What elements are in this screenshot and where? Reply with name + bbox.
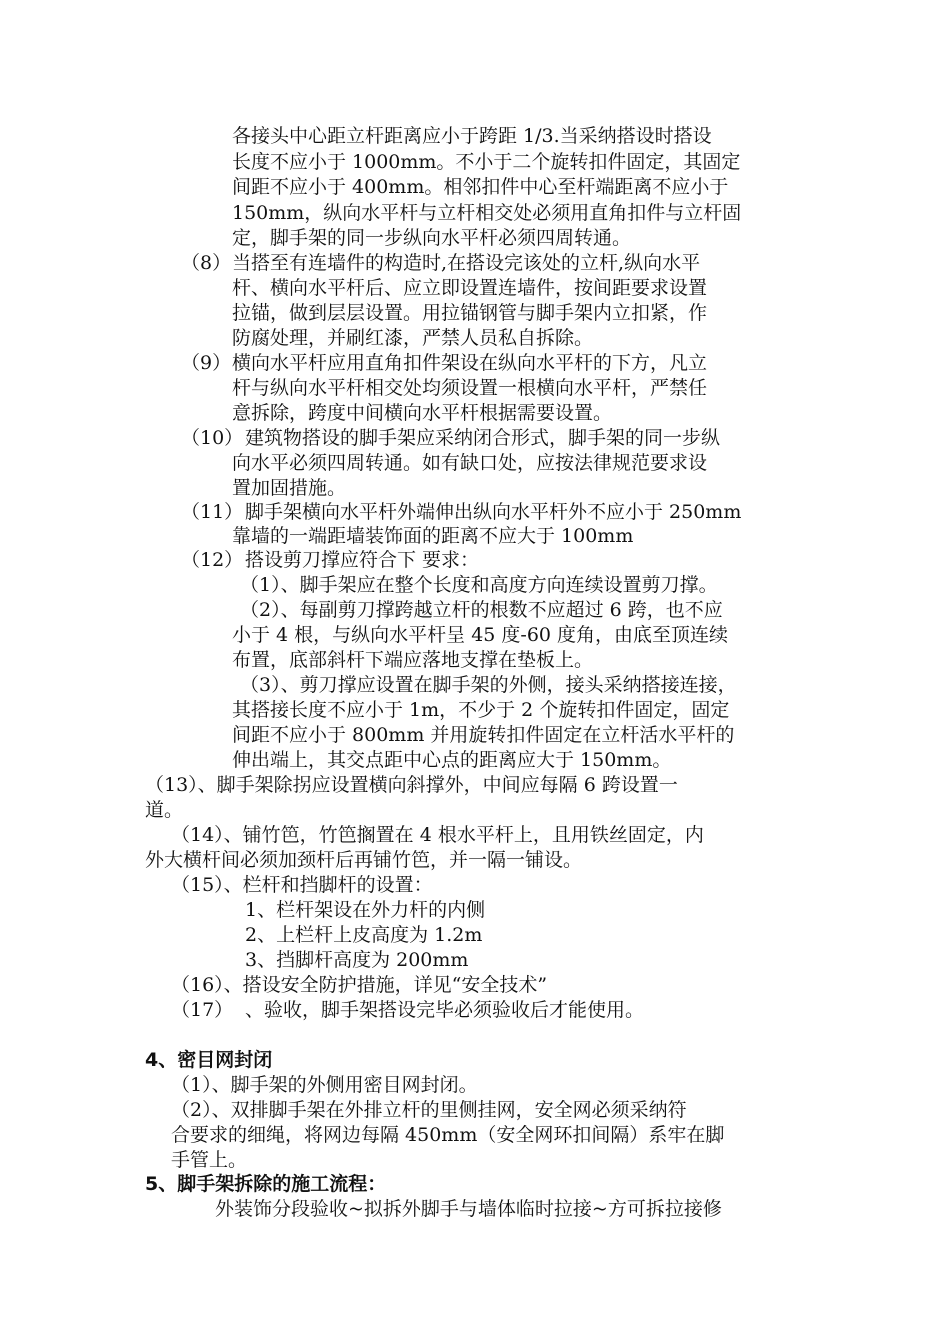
text-line: 其搭接长度不应小于 1m，不少于 2 个旋转扣件固定，固定 — [232, 699, 730, 721]
text-line: 、验收，脚手架搭设完毕必须验收后才能使用。 — [245, 999, 645, 1021]
text-line: 置加固措施。 — [232, 477, 347, 499]
item-number: （10） — [181, 427, 244, 449]
text-line: 搭设剪刀撑应符合下 要求： — [245, 549, 480, 571]
text-line: 1、栏杆架设在外力杆的内侧 — [245, 899, 486, 921]
text-line: （2）、双排脚手架在外排立杆的里侧挂网，安全网必须采纳符 — [171, 1099, 687, 1121]
text-line: 道。 — [145, 799, 184, 821]
text-line: 靠墙的一端距墙装饰面的距离不应大于 100mm — [232, 525, 634, 547]
text-line: 2、上栏杆上皮高度为 1.2m — [245, 924, 483, 946]
text-line: 外大横杆间必须加颈杆后再铺竹笆，并一隔一铺设。 — [145, 849, 583, 871]
text-line: 150mm，纵向水平杆与立杆相交处必须用直角扣件与立杆固 — [232, 202, 742, 224]
text-line: 建筑物搭设的脚手架应采纳闭合形式，脚手架的同一步纵 — [245, 427, 721, 449]
text-line: 各接头中心距立杆距离应小于跨距 1/3.当采纳搭设时搭设 — [232, 125, 712, 147]
section-heading: 4、密目网封闭 — [145, 1049, 273, 1071]
text-line: 3、挡脚杆高度为 200mm — [245, 949, 469, 971]
text-line: 定，脚手架的同一步纵向水平杆必须四周转通。 — [232, 227, 632, 249]
text-line: 手管上。 — [171, 1149, 248, 1171]
text-line: 间距不应小于 400mm。相邻扣件中心至杆端距离不应小于 — [232, 176, 729, 198]
text-line: （1）、脚手架应在整个长度和高度方向连续设置剪刀撑。 — [240, 574, 718, 596]
text-line: 间距不应小于 800mm 并用旋转扣件固定在立杆活水平杆的 — [232, 724, 735, 746]
text-line: 脚手架横向水平杆外端伸出纵向水平杆外不应小于 250mm — [245, 501, 742, 523]
item-number: （8） — [181, 252, 232, 274]
text-line: 杆、横向水平杆后、应立即设置连墙件，按间距要求设置 — [232, 277, 708, 299]
text-line: 拉锚，做到层层设置。用拉锚钢管与脚手架内立扣紧，作 — [232, 302, 708, 324]
text-line: 杆与纵向水平杆相交处均须设置一根横向水平杆，严禁任 — [232, 377, 708, 399]
text-line: 防腐处理，并刷红漆，严禁人员私自拆除。 — [232, 327, 594, 349]
text-line: 横向水平杆应用直角扣件架设在纵向水平杆的下方，凡立 — [232, 352, 708, 374]
text-line: 向水平必须四周转通。如有缺口处，应按法律规范要求设 — [232, 452, 708, 474]
text-line: 布置，底部斜杆下端应落地支撑在垫板上。 — [232, 649, 594, 671]
text-line: 小于 4 根，与纵向水平杆呈 45 度-60 度角，由底至顶连续 — [232, 624, 729, 646]
text-line: （3）、剪刀撑应设置在脚手架的外侧，接头采纳搭接连接， — [240, 674, 737, 696]
text-line: 伸出端上，其交点距中心点的距离应大于 150mm。 — [232, 749, 672, 771]
item-number: （9） — [181, 352, 232, 374]
text-line: （16）、搭设安全防护措施，详见“安全技术” — [171, 974, 548, 996]
section-heading: 5、脚手架拆除的施工流程： — [145, 1173, 387, 1195]
text-line: 外装饰分段验收~拟拆外脚手与墙体临时拉接~方可拆拉接修 — [215, 1198, 722, 1220]
text-line: （15）、栏杆和挡脚杆的设置： — [171, 874, 433, 896]
text-line: （2）、每副剪刀撑跨越立杆的根数不应超过 6 跨，也不应 — [240, 599, 723, 621]
text-line: （13）、脚手架除拐应设置横向斜撑外，中间应每隔 6 跨设置一 — [145, 774, 678, 796]
text-line: （1）、脚手架的外侧用密目网封闭。 — [171, 1074, 478, 1096]
text-line: 意拆除，跨度中间横向水平杆根据需要设置。 — [232, 402, 613, 424]
item-number: （17） — [171, 999, 234, 1021]
text-line: 当搭至有连墙件的构造时,在搭设完该处的立杆,纵向水平 — [232, 252, 701, 274]
text-line: （14）、铺竹笆，竹笆搁置在 4 根水平杆上，且用铁丝固定，内 — [171, 824, 704, 846]
item-number: （12） — [181, 549, 244, 571]
item-number: （11） — [181, 501, 244, 523]
text-line: 合要求的细绳，将网边每隔 450mm（安全网环扣间隔）系牢在脚 — [171, 1124, 725, 1146]
text-line: 长度不应小于 1000mm。不小于二个旋转扣件固定，其固定 — [232, 151, 741, 173]
